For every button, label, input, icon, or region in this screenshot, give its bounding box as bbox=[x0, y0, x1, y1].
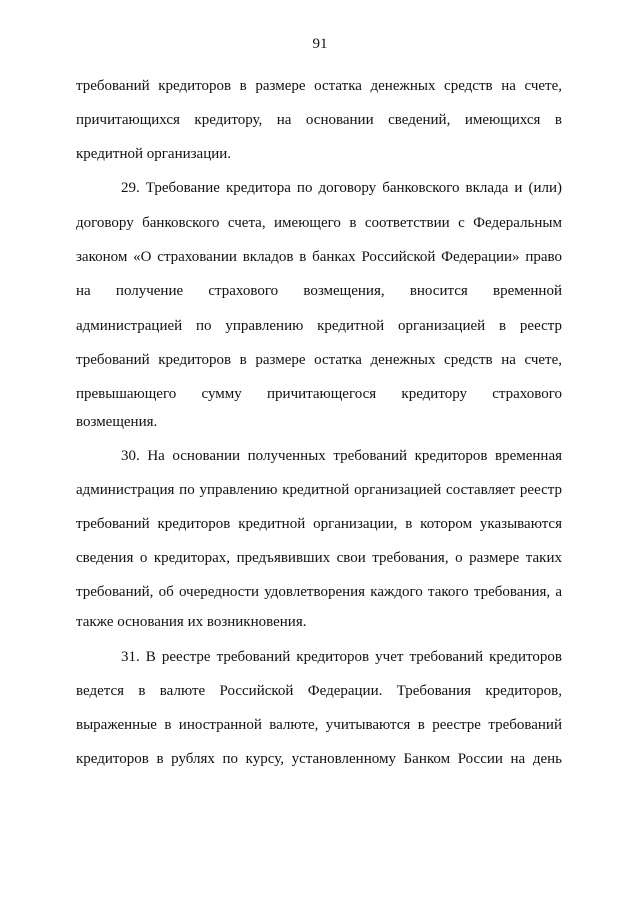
text-line: требований кредиторов в размере остатка денежных средств на счете, bbox=[76, 78, 562, 94]
text-line: администрацией по управлению кредитной организацией в реестр bbox=[76, 318, 562, 334]
text-line: кредиторов в рублях по курсу, установленному Банком России на день bbox=[76, 751, 562, 767]
text-line: ведется в валюте Российской Федерации. Требования кредиторов, bbox=[76, 683, 562, 699]
paragraph-29-start: 29. Требование кредитора по договору банковского вклада и (или) bbox=[121, 180, 562, 196]
text-line: требований кредиторов кредитной организации, в котором указываются bbox=[76, 516, 562, 532]
text-line: на получение страхового возмещения, вносится временной bbox=[76, 283, 562, 299]
text-line: законом «О страховании вкладов в банках Российской Федерации» право bbox=[76, 249, 562, 265]
text-line: возмещения. bbox=[76, 414, 158, 430]
text-line: договору банковского счета, имеющего в соответствии с Федеральным bbox=[76, 215, 562, 231]
paragraph-30-start: 30. На основании полученных требований кредиторов временная bbox=[121, 448, 562, 464]
page-number: 91 bbox=[312, 36, 328, 52]
text-line: превышающего сумму причитающегося кредитору страхового bbox=[76, 386, 562, 402]
text-line: сведения о кредиторах, предъявивших свои требования, о размере таких bbox=[76, 550, 562, 566]
text-line: требований, об очередности удовлетворения каждого такого требования, а bbox=[76, 584, 562, 600]
text-line: выраженные в иностранной валюте, учитываются в реестре требований bbox=[76, 717, 562, 733]
text-line: администрация по управлению кредитной организацией составляет реестр bbox=[76, 482, 562, 498]
text-line: кредитной организации. bbox=[76, 146, 232, 162]
text-line: причитающихся кредитору, на основании сведений, имеющихся в bbox=[76, 112, 562, 128]
text-line: требований кредиторов в размере остатка денежных средств на счете, bbox=[76, 352, 562, 368]
text-line: также основания их возникновения. bbox=[76, 614, 307, 630]
paragraph-31-start: 31. В реестре требований кредиторов учет требований кредиторов bbox=[121, 649, 562, 665]
